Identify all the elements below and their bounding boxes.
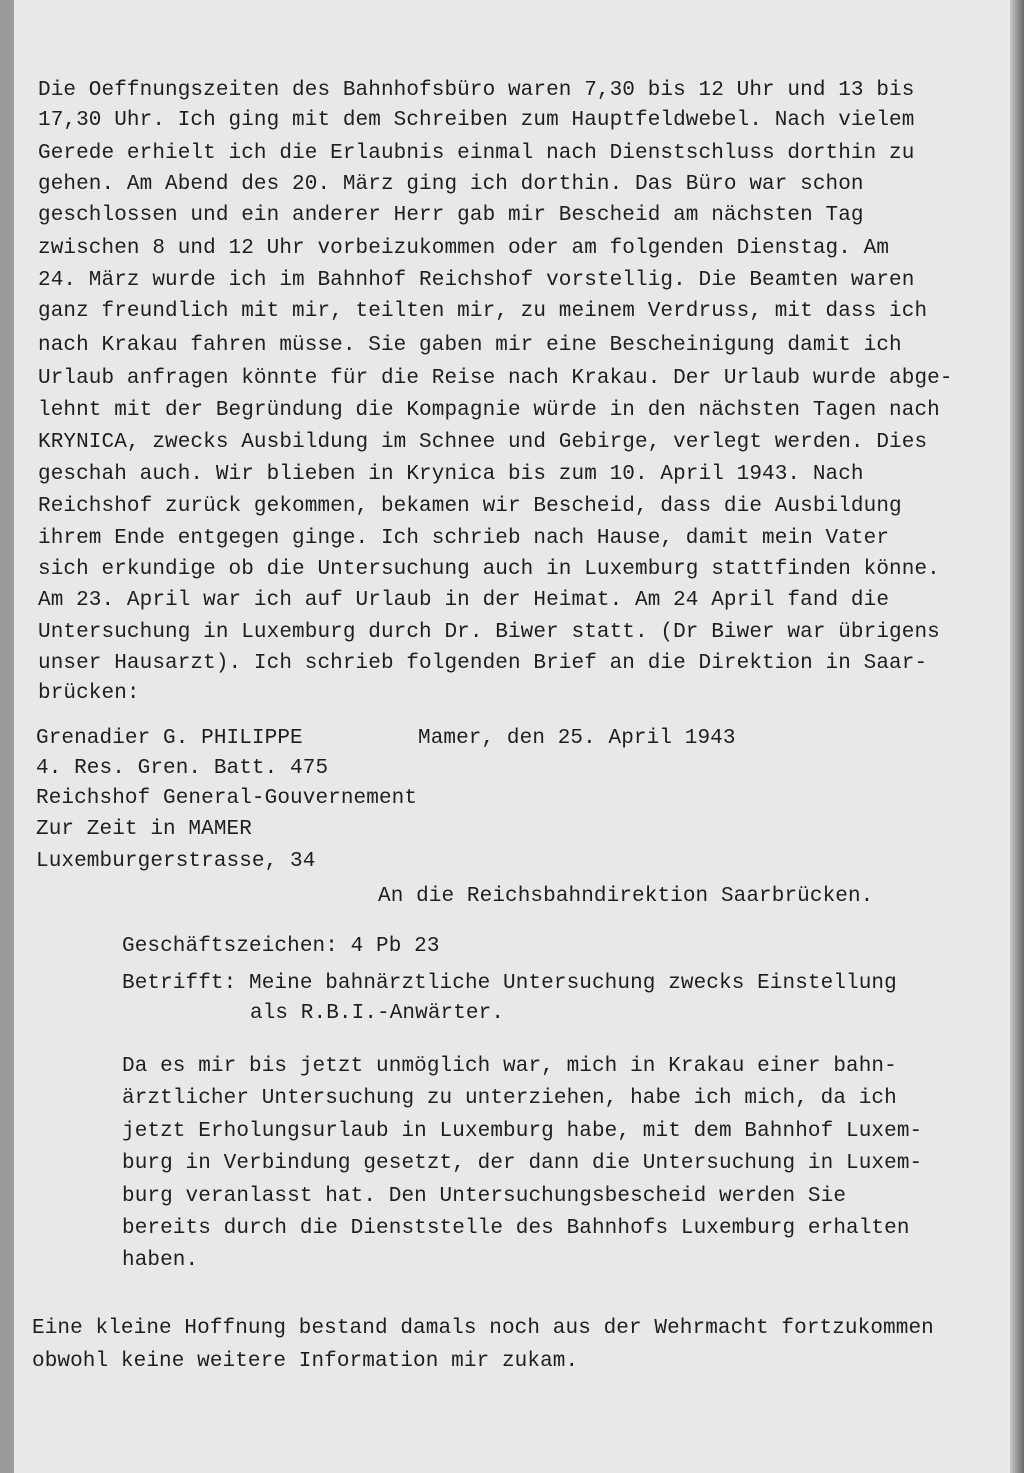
body-line: Am 23. April war ich auf Urlaub in der Heimat. Am 24 April fand die — [38, 589, 890, 612]
body-line: Die Oeffnungszeiten des Bahnhofsbüro waren 7,30 bis 12 Uhr und 13 bis — [38, 79, 915, 102]
letter-body-line: burg in Verbindung gesetzt, der dann die Untersuchung in Luxem- — [122, 1152, 923, 1175]
letter-place-date: Mamer, den 25. April 1943 — [418, 727, 736, 750]
letter-sender-line: 4. Res. Gren. Batt. 475 — [36, 757, 329, 780]
letter-sender-line: Grenadier G. PHILIPPE — [36, 727, 303, 750]
body-line: 17,30 Uhr. Ich ging mit dem Schreiben zum Hauptfeldwebel. Nach vielem — [38, 109, 915, 132]
body-line: brücken: — [38, 682, 140, 705]
body-line: Gerede erhielt ich die Erlaubnis einmal nach Dienstschluss dorthin zu — [38, 142, 915, 165]
letter-body-line: bereits durch die Dienststelle des Bahnhofs Luxemburg erhalten — [122, 1217, 910, 1240]
letter-sender-line: Zur Zeit in MAMER — [36, 818, 252, 841]
body-line: nach Krakau fahren müsse. Sie gaben mir eine Bescheinigung damit ich — [38, 334, 902, 357]
body-line: Untersuchung in Luxemburg durch Dr. Biwer statt. (Dr Biwer war übrigens — [38, 621, 940, 644]
page-left-edge — [0, 0, 14, 1473]
body-line: lehnt mit der Begründung die Kompagnie würde in den nächsten Tagen nach — [38, 399, 940, 422]
closing-line: obwohl keine weitere Information mir zukam. — [32, 1350, 579, 1373]
letter-body-line: Da es mir bis jetzt unmöglich war, mich in Krakau einer bahn- — [122, 1055, 897, 1078]
letter-body-line: haben. — [122, 1249, 199, 1272]
letter-sender-line: Luxemburgerstrasse, 34 — [36, 850, 316, 873]
letter-subject-line: Betrifft: Meine bahnärztliche Untersuchung zwecks Einstellung — [122, 972, 897, 995]
letter-reference: Geschäftszeichen: 4 Pb 23 — [122, 935, 440, 958]
letter-body-line: burg veranlasst hat. Den Untersuchungsbescheid werden Sie — [122, 1185, 847, 1208]
letter-body-line: jetzt Erholungsurlaub in Luxemburg habe, mit dem Bahnhof Luxem- — [122, 1120, 923, 1143]
letter-subject-line: als R.B.I.-Anwärter. — [250, 1002, 505, 1025]
letter-recipient: An die Reichsbahndirektion Saarbrücken. — [378, 885, 874, 908]
letter-body-line: ärztlicher Untersuchung zu unterziehen, habe ich mich, da ich — [122, 1087, 897, 1110]
body-line: zwischen 8 und 12 Uhr vorbeizukommen oder am folgenden Dienstag. Am — [38, 237, 890, 260]
body-line: Reichshof zurück gekommen, bekamen wir Bescheid, dass die Ausbildung — [38, 495, 902, 518]
body-line: ihrem Ende entgegen ginge. Ich schrieb nach Hause, damit mein Vater — [38, 527, 890, 550]
closing-line: Eine kleine Hoffnung bestand damals noch aus der Wehrmacht fortzukommen — [32, 1317, 934, 1340]
body-line: geschah auch. Wir blieben in Krynica bis zum 10. April 1943. Nach — [38, 463, 864, 486]
letter-sender-line: Reichshof General-Gouvernement — [36, 787, 418, 810]
body-line: 24. März wurde ich im Bahnhof Reichshof vorstellig. Die Beamten waren — [38, 269, 915, 292]
body-line: KRYNICA, zwecks Ausbildung im Schnee und Gebirge, verlegt werden. Dies — [38, 431, 928, 454]
body-line: sich erkundige ob die Untersuchung auch in Luxemburg stattfinden könne. — [38, 558, 940, 581]
body-line: gehen. Am Abend des 20. März ging ich dorthin. Das Büro war schon — [38, 173, 864, 196]
page-right-edge — [1010, 0, 1024, 1473]
body-line: geschlossen und ein anderer Herr gab mir Bescheid am nächsten Tag — [38, 204, 864, 227]
body-line: ganz freundlich mit mir, teilten mir, zu meinem Verdruss, mit dass ich — [38, 300, 928, 323]
body-line: Urlaub anfragen könnte für die Reise nach Krakau. Der Urlaub wurde abge- — [38, 367, 953, 390]
body-line: unser Hausarzt). Ich schrieb folgenden Brief an die Direktion in Saar- — [38, 652, 928, 675]
